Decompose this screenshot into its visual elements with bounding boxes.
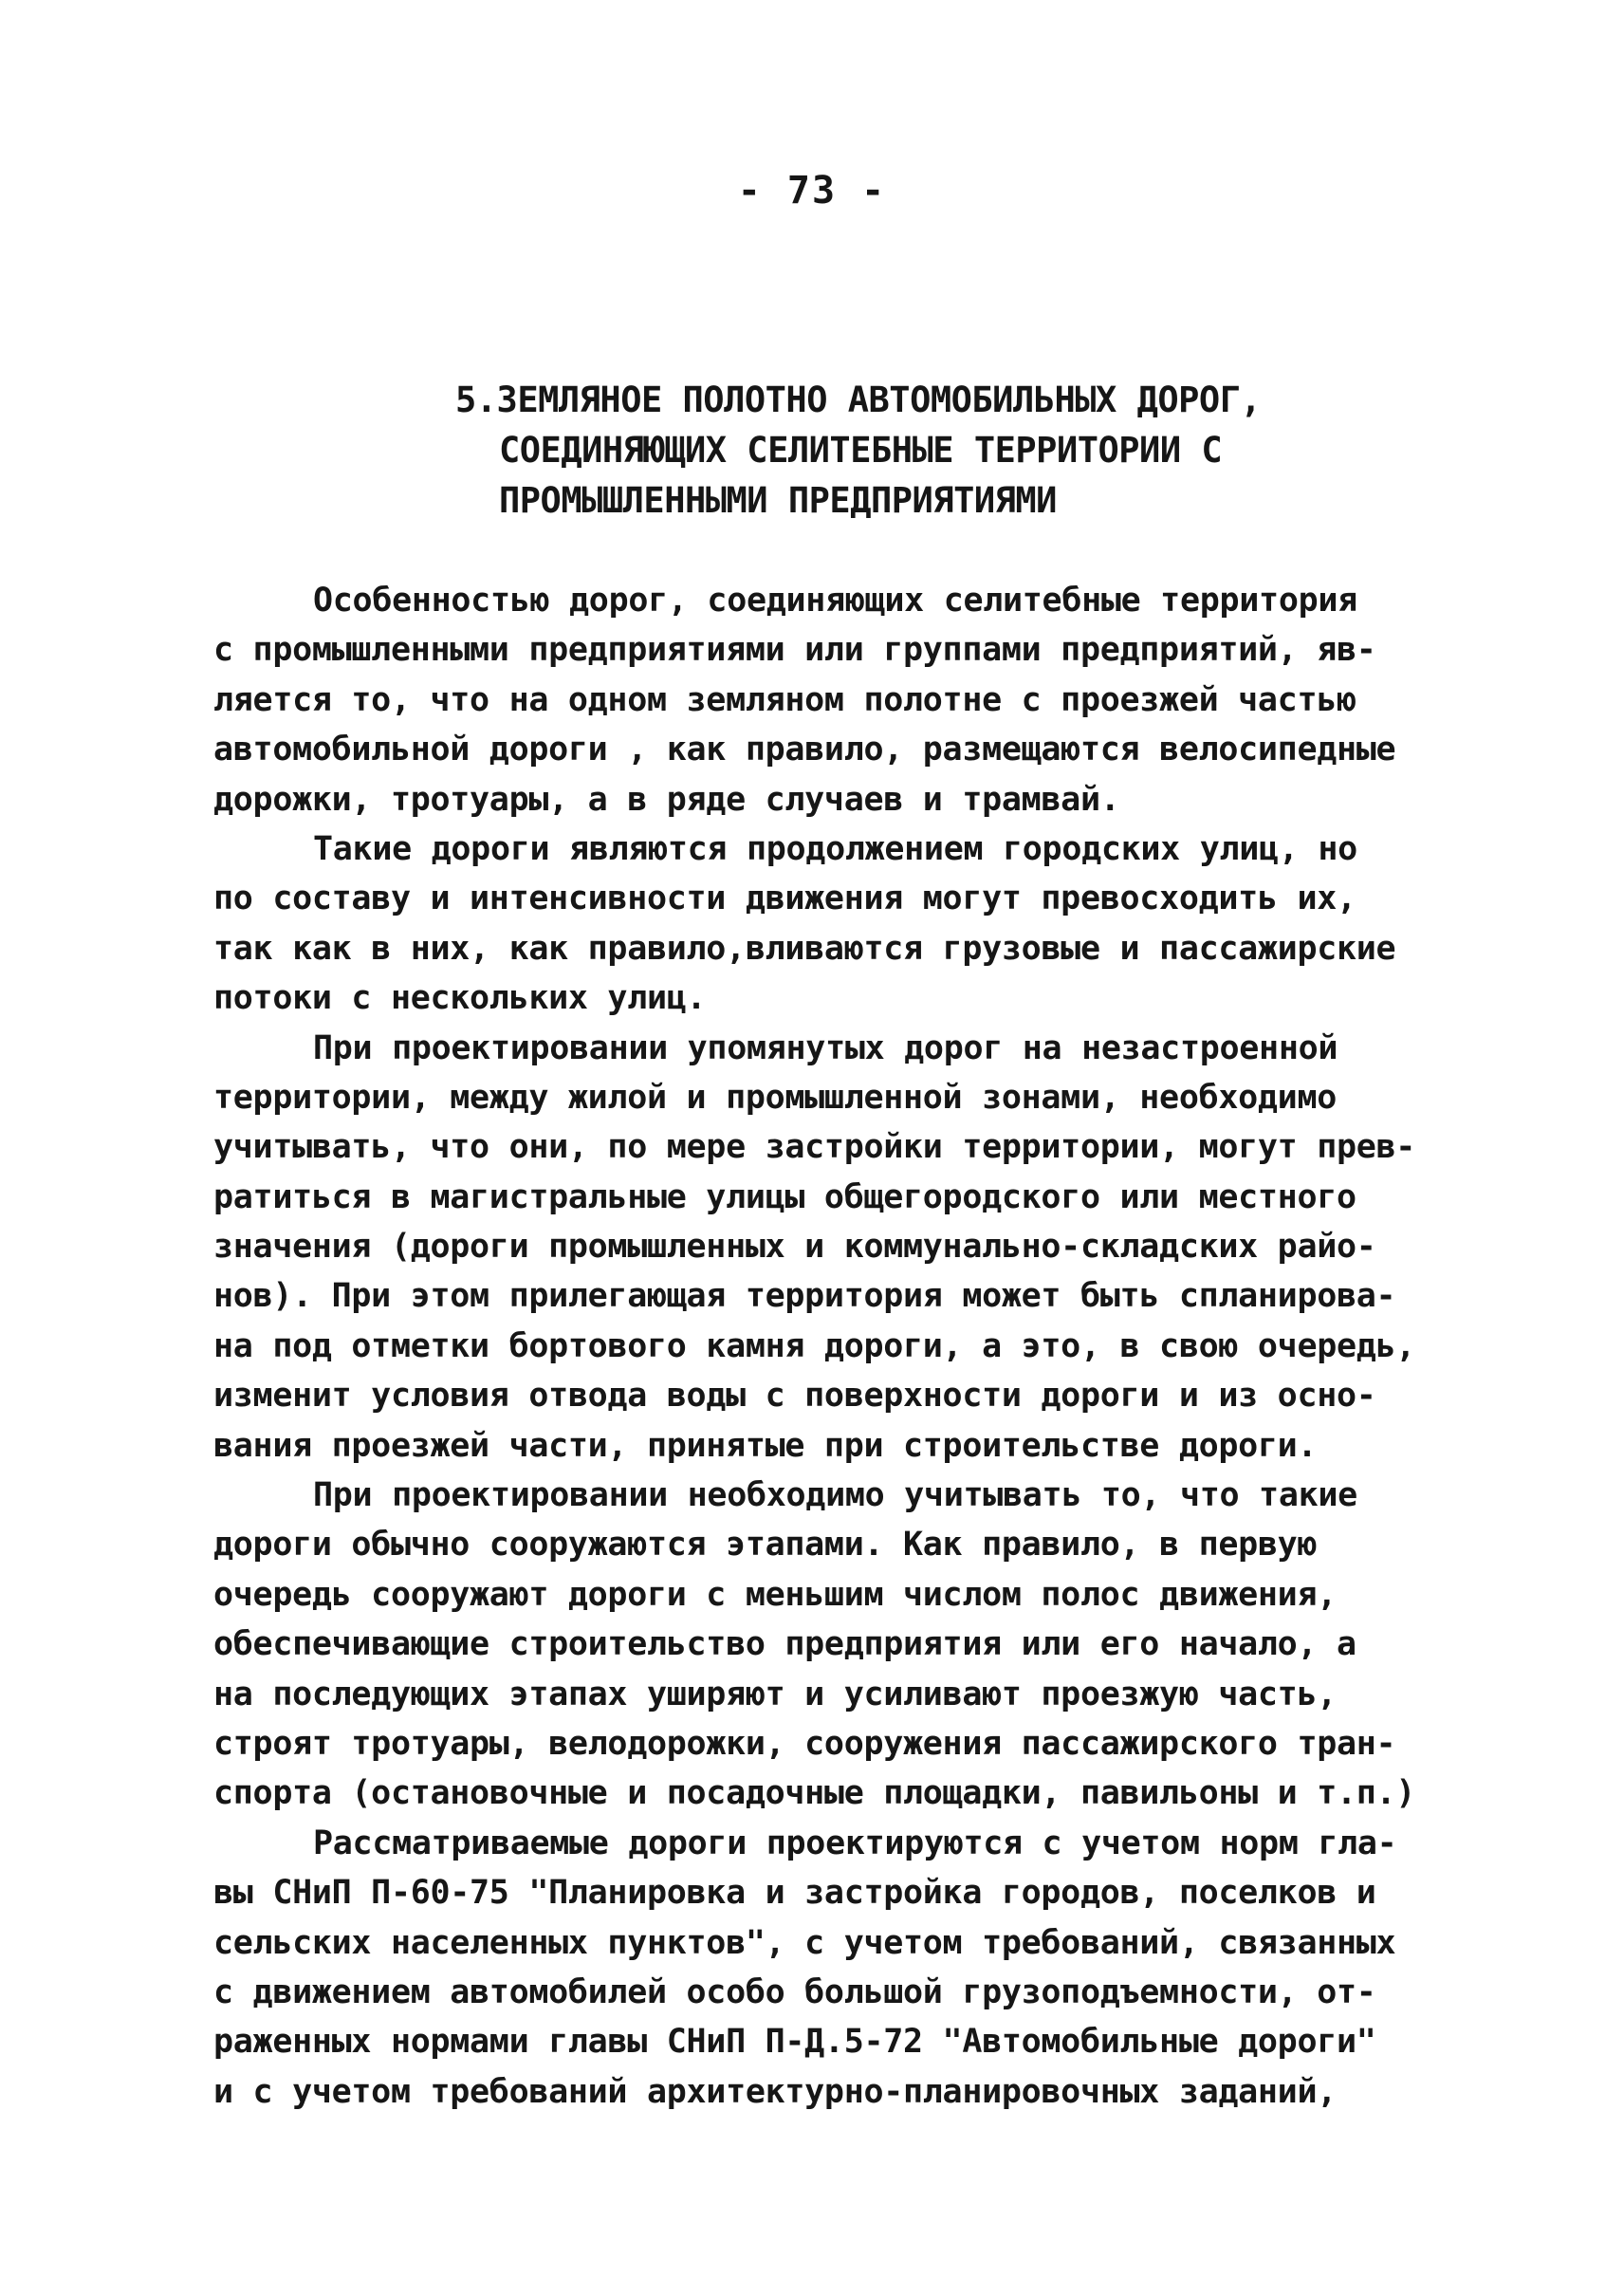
text-line: с промышленными предприятиями или группами предприятий, яв- bbox=[213, 631, 1376, 670]
text-line: очередь сооружают дороги с меньшим числом полос движения, bbox=[213, 1575, 1337, 1614]
page-number: - 73 - bbox=[737, 169, 887, 213]
text-line: учитывать, что они, по мере застройки территории, могут прев- bbox=[213, 1128, 1416, 1167]
text-line: автомобильной дороги , как правило, размещаются велосипедные bbox=[213, 731, 1396, 769]
text-line: изменит условия отвода воды с поверхности дороги и из осно- bbox=[213, 1377, 1376, 1416]
text-line: дороги обычно сооружаются этапами. Как правило, в первую bbox=[213, 1526, 1318, 1565]
text-line: нов). При этом прилегающая территория может быть спланирова- bbox=[213, 1277, 1396, 1316]
text-line: с движением автомобилей особо большой грузоподъемности, от- bbox=[213, 1972, 1376, 2011]
text-line: ратиться в магистральные улицы общегородского или местного bbox=[213, 1177, 1356, 1216]
section-heading bbox=[455, 375, 1404, 526]
text-line: Рассматриваемые дороги проектируются с учетом норм гла- bbox=[313, 1824, 1397, 1862]
text-line: строят тротуары, велодорожки, сооружения пассажирского тран- bbox=[213, 1724, 1396, 1763]
text-line: обеспечивающие строительство предприятия или его начало, а bbox=[213, 1625, 1356, 1664]
text-line: Особенностью дорог, соединяющих селитебные территория bbox=[313, 582, 1357, 620]
text-line: дорожки, тротуары, а в ряде случаев и трамвай. bbox=[213, 780, 1120, 819]
text-line: вы СНиП П-60-75 "Планировка и застройка городов, поселков и bbox=[213, 1874, 1376, 1913]
text-line: территории, между жилой и промышленной зонами, необходимо bbox=[213, 1078, 1337, 1117]
text-line: потоки с нескольких улиц. bbox=[213, 979, 707, 1018]
text-line: по составу и интенсивности движения могут превосходить их, bbox=[213, 880, 1356, 918]
text-line: При проектировании необходимо учитывать то, что такие bbox=[313, 1476, 1357, 1515]
text-line: на последующих этапах уширяют и усиливают проезжую часть, bbox=[213, 1675, 1337, 1713]
text-line: сельских населенных пунктов", с учетом требований, связанных bbox=[213, 1923, 1396, 1962]
heading-line: 5.ЗЕМЛЯНОЕ ПОЛОТНО АВТОМОБИЛЬНЫХ ДОРОГ, bbox=[455, 380, 1262, 420]
text-line: При проектировании упомянутых дорог на незастроенной bbox=[313, 1028, 1338, 1067]
text-line: ляется то, что на одном земляном полотне с проезжей частью bbox=[213, 680, 1356, 719]
text-line: раженных нормами главы СНиП П-Д.5-72 "Автомобильные дороги" bbox=[213, 2023, 1376, 2062]
text-line: так как в них, как правило,вливаются грузовые и пассажирские bbox=[213, 929, 1396, 968]
text-line: на под отметки бортового камня дороги, а это, в свою очередь, bbox=[213, 1326, 1416, 1365]
text-line: вания проезжей части, принятые при строительстве дороги. bbox=[213, 1426, 1318, 1465]
text-line: значения (дороги промышленных и коммунально-складских райо- bbox=[213, 1228, 1376, 1267]
heading-line: ПРОМЫШЛЕННЫМИ ПРЕДПРИЯТИЯМИ bbox=[499, 480, 1057, 521]
body-text bbox=[213, 576, 1447, 2117]
text-line: и с учетом требований архитектурно-планировочных заданий, bbox=[213, 2072, 1337, 2111]
text-line: Такие дороги являются продолжением городских улиц, но bbox=[313, 829, 1357, 868]
text-line: спорта (остановочные и посадочные площадки, павильоны и т.п.) bbox=[213, 1774, 1416, 1813]
heading-line: СОЕДИНЯЮЩИХ СЕЛИТЕБНЫЕ ТЕРРИТОРИИ С bbox=[499, 430, 1223, 471]
